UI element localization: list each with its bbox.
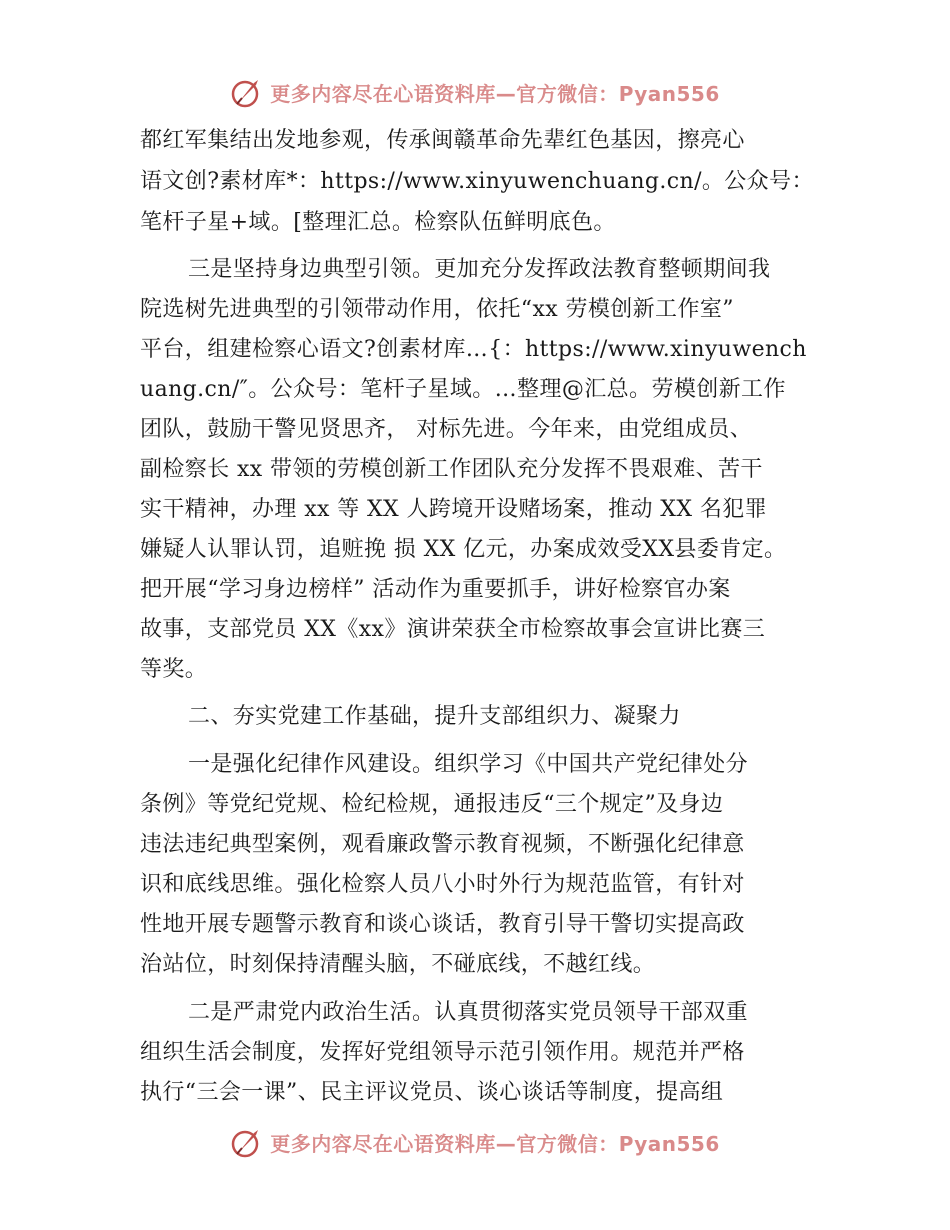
- paragraph-start: 三是坚持身边典型引领。更加充分发挥政法教育整顿期间我: [188, 257, 771, 282]
- text-line: 性地开展专题警示教育和谈心谈话，教育引导干警切实提高政: [140, 912, 745, 937]
- watermark-text: 更多内容尽在心语资料库—官方微信：Pyan556: [270, 81, 720, 106]
- text-line: 团队，鼓励干警见贤思齐， 对标先进。今年来，由党组成员、: [140, 417, 753, 442]
- text-line: 执行“三会一课”、民主评议党员、谈心谈话等制度，提高组: [140, 1080, 724, 1105]
- quill-logo-icon: [230, 1125, 264, 1159]
- text-line: 等奖。: [140, 657, 208, 682]
- text-line: 笔杆子星+域。[整理汇总。检察队伍鲜明底色。: [140, 210, 616, 235]
- text-line: 语文创?素材库*：https://www.xinyuwenchuang.cn/。公众号：: [140, 169, 814, 194]
- text-line: 院选树先进典型的引领带动作用，依托“xx 劳模创新工作室”: [140, 297, 734, 322]
- text-line: 把开展“学习身边榜样” 活动作为重要抓手，讲好检察官办案: [140, 577, 731, 602]
- header-watermark: [0, 70, 950, 114]
- text-line: 嫌疑人认罪认罚，追赃挽 损 XX 亿元，办案成效受XX县委肯定。: [140, 537, 787, 562]
- text-line: 实干精神，办理 xx 等 XX 人跨境开设赌场案，推动 XX 名犯罪: [140, 497, 768, 522]
- quill-logo-icon: [230, 75, 264, 109]
- watermark-text: 更多内容尽在心语资料库—官方微信：Pyan556: [270, 1131, 720, 1156]
- text-line: 违法违纪典型案例，观看廉政警示教育视频，不断强化纪律意: [140, 832, 745, 857]
- text-line: 识和底线思维。强化检察人员八小时外行为规范监管，有针对: [140, 872, 745, 897]
- text-line: 故事，支部党员 XX《xx》演讲荣获全市检察故事会宣讲比赛三: [140, 617, 766, 642]
- text-line: 条例》等党纪党规、检纪检规，通报违反“三个规定”及身边: [140, 792, 724, 817]
- text-line: uang.cn/″。公众号：笔杆子星域。…整理@汇总。劳模创新工作: [140, 377, 786, 402]
- text-line: 治站位，时刻保持清醒头脑，不碰底线，不越红线。: [140, 952, 656, 977]
- text-line: 组织生活会制度，发挥好党组领导示范引领作用。规范并严格: [140, 1040, 745, 1065]
- text-line: 平台，组建检察心语文?创素材库…{：https://www.xinyuwench: [140, 337, 807, 362]
- paragraph-start: 一是强化纪律作风建设。组织学习《中国共产党纪律处分: [188, 752, 749, 777]
- footer-watermark: [0, 1120, 950, 1164]
- text-line: 副检察长 xx 带领的劳模创新工作团队充分发挥不畏艰难、苦干: [140, 457, 763, 482]
- paragraph-start: 二是严肃党内政治生活。认真贯彻落实党员领导干部双重: [188, 1000, 749, 1025]
- section-heading: 二、夯实党建工作基础，提升支部组织力、凝聚力: [188, 704, 681, 729]
- text-line: 都红军集结出发地参观，传承闽赣革命先辈红色基因，擦亮心: [140, 128, 745, 153]
